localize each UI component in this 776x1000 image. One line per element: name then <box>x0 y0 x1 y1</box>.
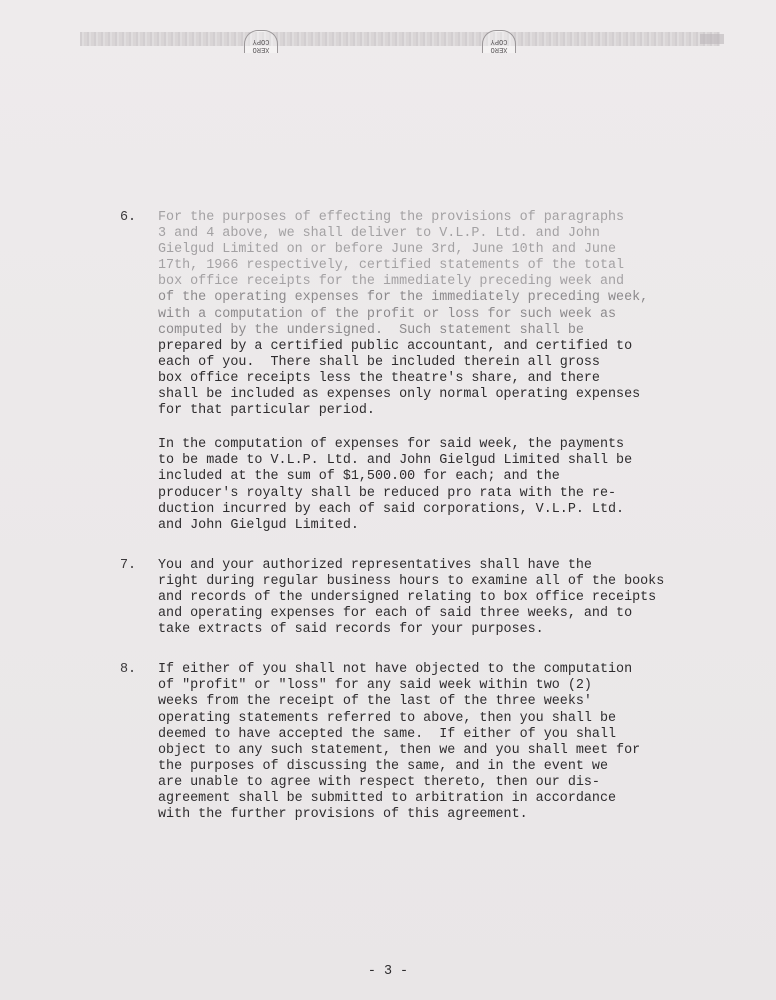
text-line: box office receipts for the immediately preceding week and <box>158 274 625 290</box>
text-line: object to any such statement, then we and you shall meet for <box>158 742 641 758</box>
text-line: operating statements referred to above, then you shall be <box>158 710 617 726</box>
text-line: right during regular business hours to examine all of the books <box>158 573 665 589</box>
clause-number: 8. <box>120 662 137 678</box>
text-line: If either of you shall not have objected to the computation <box>158 662 633 678</box>
clause-6 <box>0 210 776 534</box>
text-line: deemed to have accepted the same. If either of you shall <box>158 726 617 742</box>
text-line: 3 and 4 above, we shall deliver to V.L.P. Ltd. and John <box>158 226 600 242</box>
clause-number: 6. <box>120 210 137 225</box>
xerox-copy-stamp <box>244 30 278 53</box>
stamp-text: COPY <box>490 37 508 45</box>
text-line: producer's royalty shall be reduced pro rata with the re- <box>158 485 617 501</box>
clause-paragraph <box>158 558 718 638</box>
clause-number: 7. <box>120 557 137 573</box>
text-line: and John Gielgud Limited. <box>158 517 359 533</box>
text-line: with a computation of the profit or loss for such week as <box>158 306 617 322</box>
stamp-text: COPY <box>252 37 270 45</box>
text-line: shall be included as expenses only normal operating expenses <box>158 387 641 403</box>
text-line: duction incurred by each of said corporations, V.L.P. Ltd. <box>158 501 625 517</box>
text-line: box office receipts less the theatre's share, and there <box>158 370 600 386</box>
text-line: are unable to agree with respect thereto, then our dis- <box>158 774 600 790</box>
copy-edge-mark <box>700 34 724 44</box>
clause-paragraph <box>158 210 718 419</box>
text-line: and records of the undersigned relating to box office receipts <box>158 589 657 605</box>
text-line: of "profit" or "loss" for any said week within two (2) <box>158 678 592 694</box>
document-body <box>0 210 776 847</box>
text-line: each of you. There shall be included therein all gross <box>158 354 600 370</box>
copy-edge-strip <box>80 32 720 46</box>
text-line: for that particular period. <box>158 403 375 419</box>
text-line: computed by the undersigned. Such statement shall be <box>158 322 584 338</box>
clause-8 <box>0 662 776 823</box>
text-line: of the operating expenses for the immediately preceding week, <box>158 290 649 306</box>
clause-paragraph <box>158 437 718 534</box>
xerox-copy-stamp <box>482 30 516 53</box>
text-line: take extracts of said records for your purposes. <box>158 622 544 638</box>
clause-7 <box>0 558 776 638</box>
text-line: For the purposes of effecting the provisions of paragraphs <box>158 210 625 225</box>
stamp-text: XERO <box>490 45 508 53</box>
text-line: with the further provisions of this agreement. <box>158 807 528 823</box>
text-line: to be made to V.L.P. Ltd. and John Gielgud Limited shall be <box>158 453 633 469</box>
text-line: 17th, 1966 respectively, certified statements of the total <box>158 258 625 274</box>
text-line: prepared by a certified public accountant, and certified to <box>158 338 633 354</box>
text-line: You and your authorized representatives shall have the <box>158 557 592 573</box>
text-line: included at the sum of $1,500.00 for each; and the <box>158 469 560 485</box>
text-line: agreement shall be submitted to arbitration in accordance <box>158 791 617 806</box>
text-line: In the computation of expenses for said week, the payments <box>158 437 625 453</box>
text-line: the purposes of discussing the same, and in the event we <box>158 758 608 774</box>
text-line: Gielgud Limited on or before June 3rd, June 10th and June <box>158 242 617 258</box>
text-line: weeks from the receipt of the last of the three weeks' <box>158 694 592 710</box>
stamp-text: XERO <box>252 45 270 53</box>
page-number: - 3 - <box>367 964 409 979</box>
text-line: and operating expenses for each of said three weeks, and to <box>158 606 633 622</box>
clause-paragraph <box>158 662 718 823</box>
